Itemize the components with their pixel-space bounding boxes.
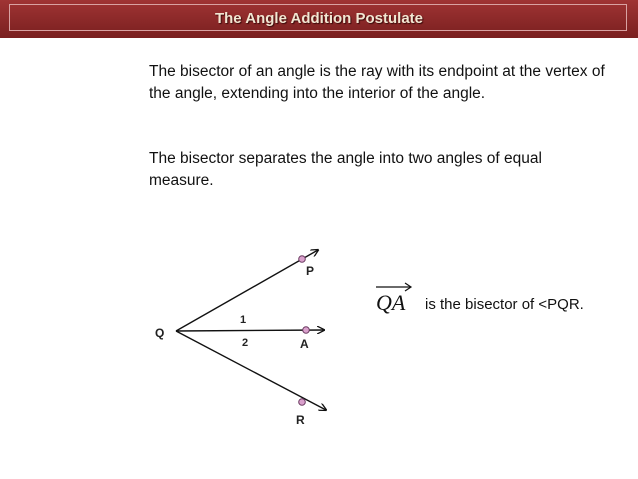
angle-1-label: 1 (240, 314, 247, 326)
label-a: A (300, 337, 309, 351)
definition-paragraph: The bisector of an angle is the ray with its endpoint at the vertex of the angle, extending into the interior of the angle. (149, 63, 605, 102)
point-a (303, 327, 310, 334)
label-q: Q (155, 326, 165, 340)
ray-qa (176, 330, 324, 331)
bisector-paragraph: The bisector separates the angle into two angles of equal measure. (149, 150, 542, 189)
point-p (299, 256, 306, 263)
ray-qa-notation (374, 282, 416, 318)
point-r (299, 399, 306, 406)
ray-qp (176, 250, 318, 331)
bisector-statement: is the bisector of <PQR. (425, 296, 584, 313)
angle-2-label: 2 (242, 337, 249, 349)
label-p: P (306, 264, 315, 278)
label-r: R (296, 413, 305, 427)
slide-title: The Angle Addition Postulate (214, 10, 424, 27)
ray-name: QA (376, 290, 406, 315)
